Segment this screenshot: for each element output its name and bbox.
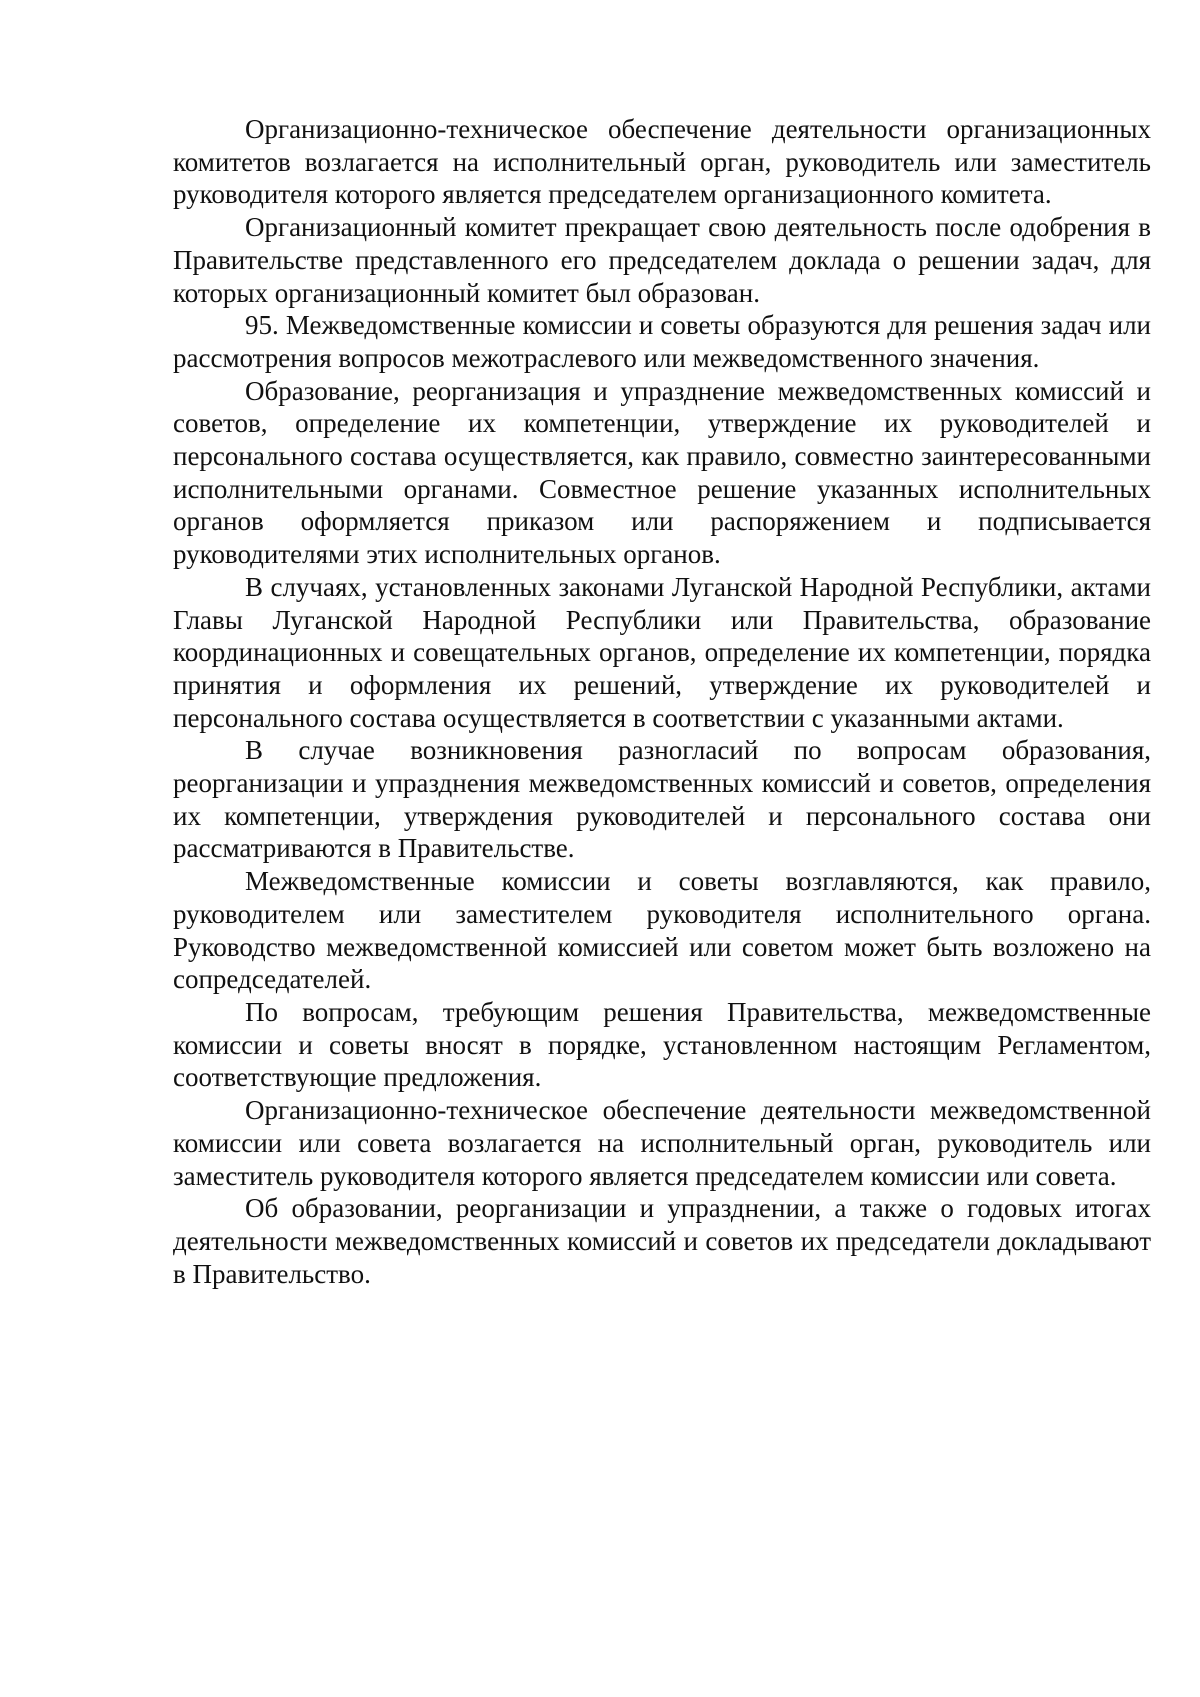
paragraph-annual-reports: Об образовании, реорганизации и упразднении, а также о годовых итогах деятельности межведомственных комиссий и советов их председатели докладывают в Правительство. [173,1193,1151,1289]
paragraph-cases-established-by-law: В случаях, установленных законами Луганской Народной Республики, актами Главы Луганской Народной Республики или Правительства, образование координационных и совещательных органов, определение их компетенции, порядка принятия и оформления их решений, утверждение их руководителей и персонального состава осуществляется в соответствии с указанными актами. [173,571,1151,733]
paragraph-95-interagency-commissions: 95. Межведомственные комиссии и советы образуются для решения задач или рассмотрения вопросов межотраслевого или межведомственного значения. [173,310,1151,373]
paragraph-leadership: Межведомственные комиссии и советы возглавляются, как правило, руководителем или заместителем руководителя исполнительного органа. Руководство межведомственной комиссией или советом может быть возложено на сопредседателей. [173,866,1151,995]
paragraph-committee-termination: Организационный комитет прекращает свою деятельность после одобрения в Правительстве представленного его председателем доклада о решении задач, для которых организационный комитет был образован. [173,212,1151,308]
paragraph-org-tech-support-commissions: Организационно-техническое обеспечение деятельности межведомственной комиссии или совета возлагается на исполнительный орган, руководитель или заместитель руководителя которого является председателем комиссии или совета. [173,1095,1151,1191]
paragraph-proposals: По вопросам, требующим решения Правительства, межведомственные комиссии и советы вносят в порядке, установленном настоящим Регламентом, соответствующие предложения. [173,996,1151,1093]
document-body [173,113,1151,1290]
paragraph-disagreements: В случае возникновения разногласий по вопросам образования, реорганизации и упразднения межведомственных комиссий и советов, определения их компетенции, утверждения руководителей и персонального состава они рассматриваются в Правительстве. [173,735,1151,864]
paragraph-org-tech-support-committees: Организационно-техническое обеспечение деятельности организационных комитетов возлагается на исполнительный орган, руководитель или заместитель руководителя которого является председателем организационного комитета. [173,114,1151,210]
paragraph-formation-reorganization: Образование, реорганизация и упразднение межведомственных комиссий и советов, определение их компетенции, утверждение их руководителей и персонального состава осуществляется, как правило, совместно заинтересованными исполнительными органами. Совместное решение указанных исполнительных органов оформляется приказом или распоряжением и подписывается руководителями этих исполнительных органов. [173,375,1151,570]
